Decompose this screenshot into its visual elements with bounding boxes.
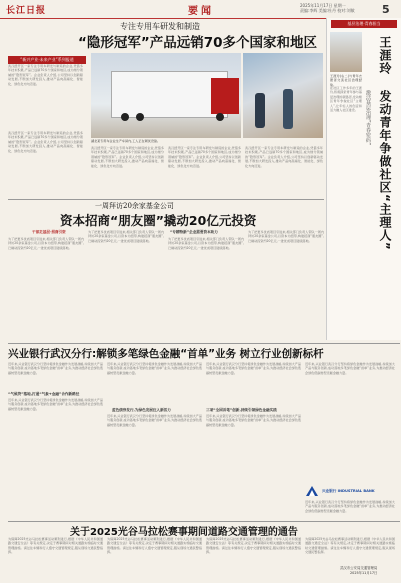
article3-body-col3b: 近年来,兴业银行武汉分行坚持将绿色金融作为发展战略,持续加大产品与服务创新,成功落地多笔绿色金融“首单”业务,为推动经济社会绿色低碳转型贡献金融力量。	[206, 414, 301, 427]
article1-body-col2: 武汉经开区一家专注专用车研发与制造的企业,凭借多年技术积累,产品已远销70多个国家和地区,成为细分领域的“隐形冠军”。企业负责人介绍,公司坚持以创新驱动发展,不断加大研发投入,推动产品向高端化、智能化、绿色化方向迈进。	[8, 131, 83, 153]
person-figure	[255, 93, 265, 128]
sidebar-title: 发动青年争做社区“主理人”	[378, 90, 392, 251]
section-title: 要闻	[188, 6, 214, 17]
article3-sub3: 三项“全国首笔”创新,持续引领绿色金融实践	[206, 408, 277, 412]
article3-sub1: “气候贷”落地,打通“气象+金融”合作新路径	[8, 392, 80, 396]
article2-body-col4: 为了把更多优质项目引进来,相关部门负责人带队一周内拜访20余家基金公司,以资本为纽带,构建招商“朋友圈”,已撬动投资约20亿元,一批优质项目陆续落地。	[248, 230, 324, 243]
truck-wheel	[121, 113, 129, 121]
article1-photo2	[243, 53, 323, 138]
date-line-1: 2025年11月17日 星期一	[300, 3, 346, 8]
sidebar-tab: 基层治理·青春担当	[331, 20, 397, 28]
sidebar-panel	[326, 18, 401, 340]
article1-tag: “新兴产业·未来产业”系列报道	[8, 56, 86, 64]
sidebar-photo	[330, 32, 362, 72]
article2-subhead2: “专精特新”企业需要资本助力	[170, 230, 218, 234]
page-number: 5	[382, 3, 390, 16]
newspaper-logo: 长江日报	[6, 6, 47, 16]
article4-body-col4: 为保障2025光谷马拉松赛事活动顺利进行,根据《中华人民共和国道路交通安全法》等有关规定,决定于赛事期间对相关道路实施临时交通管理措施。请过往车辆和行人遵守交通管理规定,服从现场交通民警指挥。	[305, 537, 395, 555]
article1-body-col4: 武汉经开区一家专注专用车研发与制造的企业,凭借多年技术积累,产品已远销70多个国家和地区,成为细分领域的“隐形冠军”。企业负责人介绍,公司坚持以创新驱动发展,不断加大研发投入,推动产品向高端化、智能化、绿色化方向迈进。	[168, 146, 241, 168]
article2-subhead: 干部走基层·招商引资	[32, 230, 66, 234]
article3-body-col4: 近年来,兴业银行武汉分行坚持将绿色金融作为发展战略,持续加大产品与服务创新,成功落地多笔绿色金融“首单”业务,为推动经济社会绿色低碳转型贡献金融力量。	[305, 362, 395, 375]
article4-sign-date: 2025年11月17日	[350, 571, 378, 575]
sidebar-name: 王涯玲	[378, 36, 392, 75]
article4-body-col1: 为保障2025光谷马拉松赛事活动顺利进行,根据《中华人民共和国道路交通安全法》等有关规定,决定于赛事期间对相关道路实施临时交通管理措施。请过往车辆和行人遵守交通管理规定,服从现场交通民警指挥。	[8, 537, 103, 555]
article4-signature: 武汉市公安局交通管理局	[340, 566, 378, 570]
truck-wheel	[216, 113, 224, 121]
person-figure	[283, 89, 293, 129]
truck-cab	[211, 78, 239, 114]
article2-kicker: 一周拜访20余家基金公司	[95, 202, 174, 210]
masthead	[0, 0, 400, 19]
article1-photo	[91, 53, 241, 138]
divider	[8, 343, 400, 344]
article3-body-col3: 近年来,兴业银行武汉分行坚持将绿色金融作为发展战略,持续加大产品与服务创新,成功落地多笔绿色金融“首单”业务,为推动经济社会绿色低碳转型贡献金融力量。	[206, 362, 301, 375]
article3-body-col2: 近年来,兴业银行武汉分行坚持将绿色金融作为发展战略,持续加大产品与服务创新,成功落地多笔绿色金融“首单”业务,为推动经济社会绿色低碳转型贡献金融力量。	[107, 362, 202, 375]
divider	[8, 521, 400, 522]
bank-logo	[305, 484, 395, 498]
article2-body-col1: 为了把更多优质项目引进来,相关部门负责人带队一周内拜访20余家基金公司,以资本为纽带,构建招商“朋友圈”,已撬动投资约20亿元,一批优质项目陆续落地。	[8, 237, 84, 250]
date-line-2: 责编:李辉 美编:杜丹 校对:刘敏	[300, 8, 355, 13]
article1-body-col3: 武汉经开区一家专注专用车研发与制造的企业,凭借多年技术积累,产品已远销70多个国家和地区,成为细分领域的“隐形冠军”。企业负责人介绍,公司坚持以创新驱动发展,不断加大研发投入,推动产品向高端化、智能化、绿色化方向迈进。	[91, 146, 164, 168]
truck-wheel	[136, 113, 144, 121]
article2-body-col2: 为了把更多优质项目引进来,相关部门负责人带队一周内拜访20余家基金公司,以资本为纽带,构建招商“朋友圈”,已撬动投资约20亿元,一批优质项目陆续落地。	[88, 230, 164, 243]
date-line	[300, 3, 372, 13]
article4-headline: 关于2025光谷马拉松赛事期间道路交通管理的通告	[70, 527, 298, 538]
article1-kicker: 专注专用车研发和制造	[120, 22, 200, 31]
article3-body-col2b: 近年来,兴业银行武汉分行坚持将绿色金融作为发展战略,持续加大产品与服务创新,成功落地多笔绿色金融“首单”业务,为推动经济社会绿色低碳转型贡献金融力量。	[107, 414, 202, 427]
article1-photo-caption: 湖北某专用车企业生产车间内,工人正在调试设备。	[91, 139, 161, 143]
article3-sub2: 蓝色债券发行,为绿色发展注入新活力	[112, 408, 171, 412]
article3-headline: 兴业银行武汉分行:解锁多笔绿色金融“首单”业务 树立行业创新标杆	[8, 348, 324, 360]
article1-body-col1: 武汉经开区一家专注专用车研发与制造的企业,凭借多年技术积累,产品已远销70多个国家和地区,成为细分领域的“隐形冠军”。企业负责人介绍,公司坚持以创新驱动发展,不断加大研发投入,推动产品向高端化、智能化、绿色化方向迈进。	[8, 64, 83, 86]
article3-body-col1b: 近年来,兴业银行武汉分行坚持将绿色金融作为发展战略,持续加大产品与服务创新,成功落地多笔绿色金融“首单”业务,为推动经济社会绿色低碳转型贡献金融力量。	[8, 398, 103, 411]
article3-body-col4b: 近年来,兴业银行武汉分行坚持将绿色金融作为发展战略,持续加大产品与服务创新,成功落地多笔绿色金融“首单”业务,为推动经济社会绿色低碳转型贡献金融力量。	[305, 500, 395, 513]
sidebar-vert-kicker: 激活基层治理“青春密码”	[365, 90, 371, 146]
article4-body-col3: 为保障2025光谷马拉松赛事活动顺利进行,根据《中华人民共和国道路交通安全法》等有关规定,决定于赛事期间对相关道路实施临时交通管理措施。请过往车辆和行人遵守交通管理规定,服从现场交通民警指挥。	[206, 537, 301, 555]
bank-logo-text: 兴业银行 INDUSTRIAL BANK	[322, 488, 375, 493]
bank-logo-icon	[305, 485, 319, 497]
sidebar-caption: 王涯玲(右二)与青年志愿者交流社区治理经验。	[330, 74, 362, 87]
article1-body-col5: 武汉经开区一家专注专用车研发与制造的企业,凭借多年技术积累,产品已远销70多个国家和地区,成为细分领域的“隐形冠军”。企业负责人介绍,公司坚持以创新驱动发展,不断加大研发投入,推动产品向高端化、智能化、绿色化方向迈进。	[245, 146, 323, 168]
sidebar-body: 在社区工作多年的王涯玲,积极探索青年参与基层治理的新路径,发动辖区青年争做社区“主理人”,让年轻人的创意和活力融入社区建设。	[330, 86, 362, 113]
article2-headline: 资本招商“朋友圈”撬动20亿元投资	[60, 213, 257, 228]
article4-body-col2: 为保障2025光谷马拉松赛事活动顺利进行,根据《中华人民共和国道路交通安全法》等有关规定,决定于赛事期间对相关道路实施临时交通管理措施。请过往车辆和行人遵守交通管理规定,服从现场交通民警指挥。	[107, 537, 202, 555]
article2-body-col3: 为了把更多优质项目引进来,相关部门负责人带队一周内拜访20余家基金公司,以资本为纽带,构建招商“朋友圈”,已撬动投资约20亿元,一批优质项目陆续落地。	[168, 237, 244, 250]
article3-body-col1: 近年来,兴业银行武汉分行坚持将绿色金融作为发展战略,持续加大产品与服务创新,成功落地多笔绿色金融“首单”业务,为推动经济社会绿色低碳转型贡献金融力量。	[8, 362, 103, 375]
divider	[8, 199, 324, 200]
article1-headline: “隐形冠军”产品远销70多个国家和地区	[78, 35, 318, 51]
